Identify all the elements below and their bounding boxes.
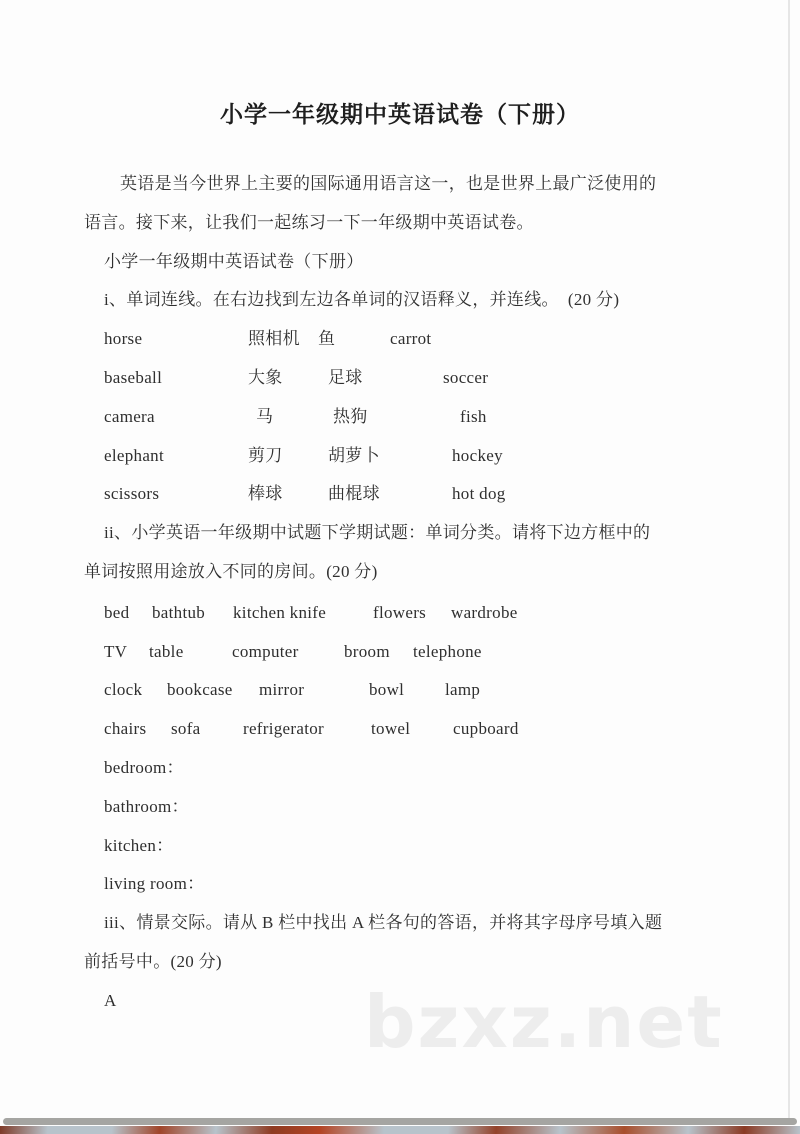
horizontal-scrollbar-thumb[interactable] (3, 1118, 797, 1125)
word-row (104, 398, 800, 437)
word-cell: horse (104, 329, 143, 349)
subtitle-block (84, 243, 800, 282)
text-line: ii、小学英语一年级期中试题下学期试题：单词分类。请将下边方框中的 (104, 523, 651, 543)
word-cell: 剪刀 (248, 445, 283, 465)
word-cell: chairs (104, 719, 147, 739)
word-cell: TV (104, 641, 128, 661)
word-cell: bed (104, 602, 130, 622)
word-cell: lamp (445, 680, 481, 700)
word-row (104, 320, 800, 359)
word-cell: 曲棍球 (328, 484, 380, 504)
word-row (104, 710, 800, 749)
text-line: bedroom： (104, 757, 184, 777)
word-cell: bathtub (152, 602, 206, 622)
word-cell: telephone (413, 641, 482, 661)
word-cell: 马 (256, 406, 274, 426)
page-edge-line (788, 0, 790, 1118)
word-classification-box (104, 594, 800, 749)
text-line: kitchen： (104, 835, 174, 855)
word-cell: scissors (104, 484, 160, 504)
word-cell: table (149, 641, 184, 661)
word-cell: 足球 (328, 367, 363, 387)
word-cell: cupboard (453, 719, 519, 739)
word-cell: 热狗 (333, 406, 368, 426)
word-cell: soccer (443, 367, 489, 387)
word-cell: bowl (369, 680, 405, 700)
word-cell: baseball (104, 367, 163, 387)
word-cell: 棒球 (248, 484, 283, 504)
word-cell: 大象 (248, 367, 283, 387)
word-cell: computer (232, 641, 299, 661)
word-cell: sofa (171, 719, 201, 739)
word-row (104, 594, 800, 633)
section1-heading: i、单词连线。在右边找到左边各单词的汉语释义，并连线。 (20 分) (104, 290, 620, 310)
word-row (104, 671, 800, 710)
text-line: 英语是当今世界上主要的国际通用语言这一，也是世界上最广泛使用的 (120, 174, 657, 193)
intro-paragraph (84, 165, 800, 243)
word-cell: 照相机 (248, 329, 300, 349)
word-cell: hockey (452, 445, 503, 465)
text-line: 单词按照用途放入不同的房间。(20 分) (84, 561, 378, 581)
section2-heading (84, 514, 800, 592)
word-cell: mirror (259, 680, 305, 700)
column-a-label: A (104, 990, 117, 1010)
word-row (104, 437, 800, 476)
word-row (104, 633, 800, 672)
word-cell: bookcase (167, 680, 233, 700)
word-cell: camera (104, 406, 155, 426)
word-cell: fish (460, 406, 487, 426)
page-title: 小学一年级期中英语试卷（下册） (220, 101, 580, 127)
word-cell: broom (344, 641, 390, 661)
word-cell: kitchen knife (233, 602, 327, 622)
room-label-list (84, 749, 800, 904)
word-cell: towel (371, 719, 411, 739)
word-cell: 鱼 (318, 329, 336, 349)
word-row (104, 475, 800, 514)
text-line: 语言。接下来，让我们一起练习一下一年级期中英语试卷。 (84, 212, 534, 232)
word-cell: elephant (104, 445, 164, 465)
word-match-table (104, 320, 800, 514)
section1-block (84, 281, 800, 320)
watermark-text: bzxz.net (364, 980, 724, 1064)
section3-heading (84, 904, 800, 982)
text-line: 前括号中。(20 分) (84, 951, 222, 971)
word-cell: refrigerator (243, 719, 324, 739)
next-page-image-strip (0, 1126, 800, 1134)
word-cell: 胡萝卜 (328, 445, 380, 465)
word-cell: hot dog (452, 484, 506, 504)
word-cell: wardrobe (451, 602, 518, 622)
column-a-block (84, 982, 800, 1021)
subtitle-line: 小学一年级期中英语试卷（下册） (104, 251, 364, 271)
text-line: iii、情景交际。请从 B 栏中找出 A 栏各句的答语，并将其字母序号填入题 (104, 913, 663, 933)
word-cell: clock (104, 680, 143, 700)
word-cell: carrot (390, 329, 432, 349)
word-cell: flowers (373, 602, 427, 622)
text-line: living room： (104, 874, 205, 894)
word-row (104, 359, 800, 398)
text-line: bathroom： (104, 796, 189, 816)
